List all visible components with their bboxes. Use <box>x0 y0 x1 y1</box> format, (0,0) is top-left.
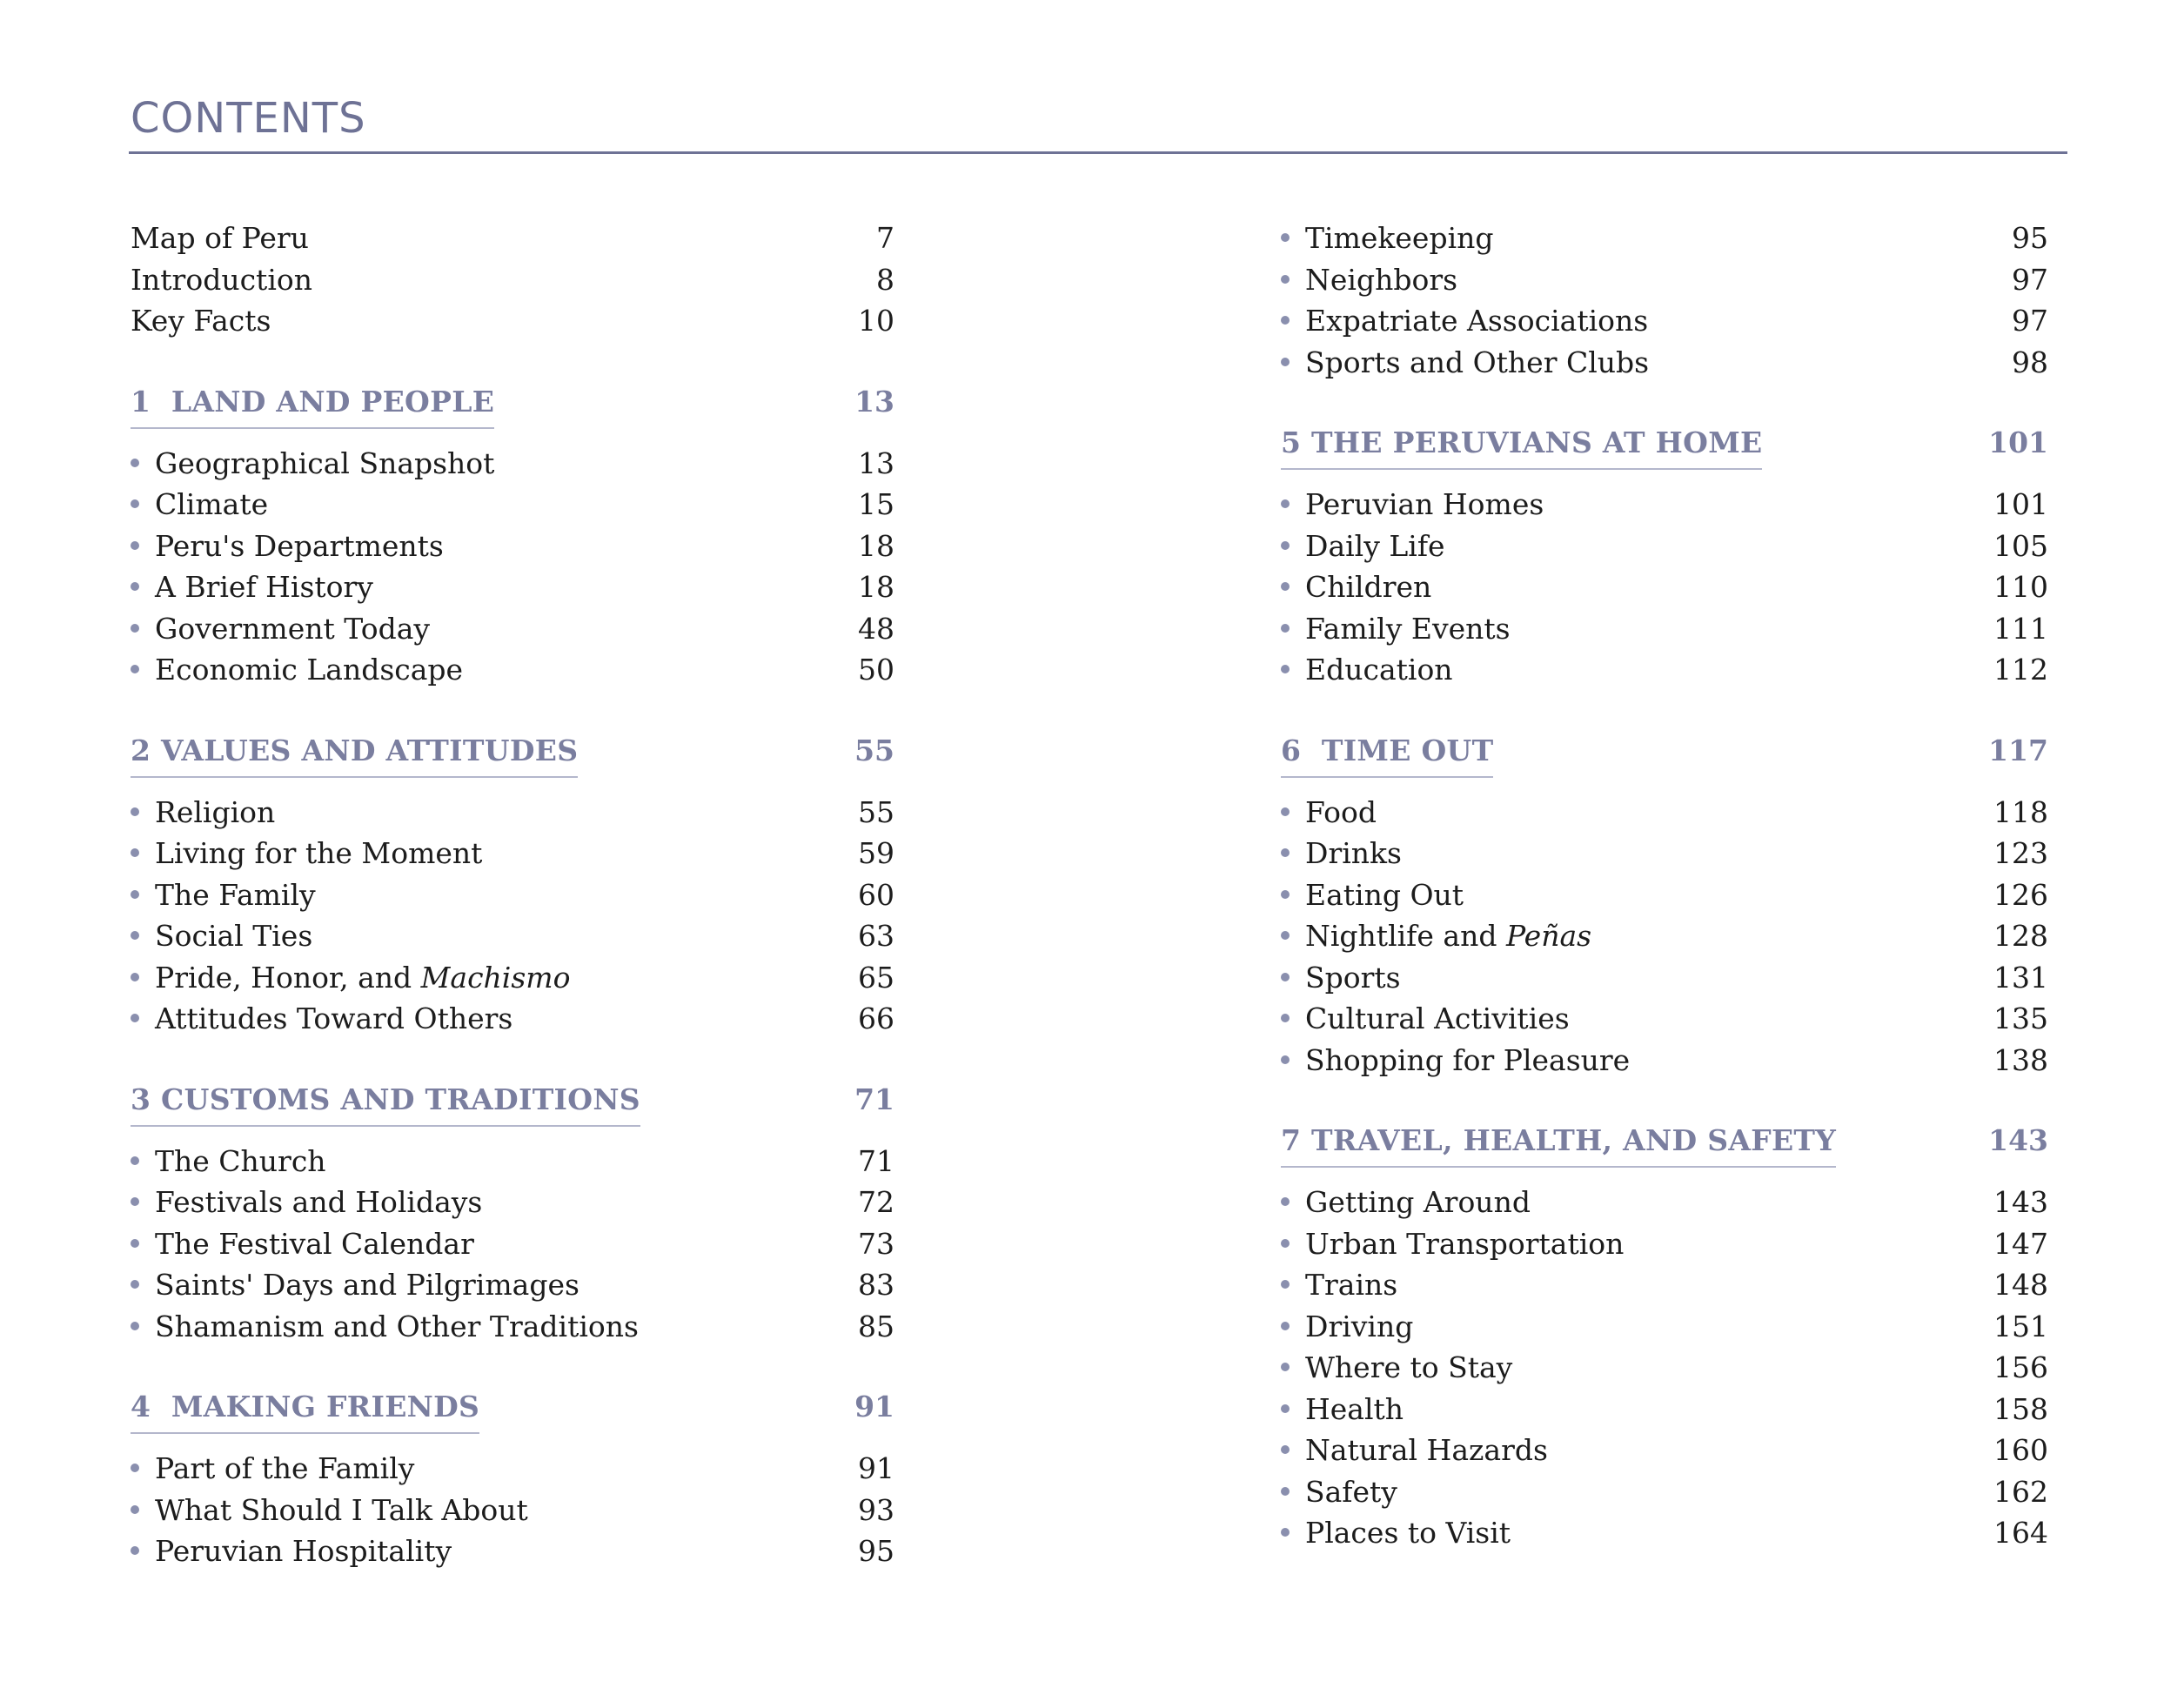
entry-title <box>131 526 444 567</box>
entry-page-number: 135 <box>1993 1001 2048 1035</box>
bullet-icon <box>1281 1445 1290 1454</box>
spacer <box>131 691 894 731</box>
entry-title-text: Trains <box>1305 1268 1398 1302</box>
bullet-icon <box>1281 973 1290 981</box>
entry-title-text: Shamanism and Other Traditions <box>155 1309 639 1343</box>
entry-title-text: Daily Life <box>1305 528 1445 563</box>
entry-title-text: Religion <box>155 794 276 829</box>
bullet-icon <box>131 1546 139 1555</box>
chapter-heading[interactable] <box>1281 731 2048 781</box>
entry-page-number: 10 <box>858 304 894 338</box>
toc-entry[interactable] <box>1281 342 2048 384</box>
entry-page-number: 97 <box>2012 304 2048 338</box>
spacer <box>131 342 894 382</box>
bullet-icon <box>131 1322 139 1330</box>
entry-title-text: Eating Out <box>1305 877 1464 912</box>
entry-title-text: A Brief History <box>155 570 373 604</box>
entry-title-text: The Church <box>155 1143 326 1178</box>
entry-page-number: 110 <box>1993 570 2048 604</box>
chapter-page-number: 71 <box>854 1082 894 1116</box>
toc-entry[interactable] <box>1281 259 2048 301</box>
entry-page-number: 158 <box>1993 1391 2048 1426</box>
entry-title <box>1281 792 1377 834</box>
entry-title-text: Urban Transportation <box>1305 1226 1625 1261</box>
entry-page-number: 148 <box>1993 1268 2048 1302</box>
bullet-icon <box>1281 275 1290 284</box>
entry-title <box>131 998 513 1040</box>
toc-entry[interactable] <box>131 957 894 999</box>
entry-title <box>131 874 316 916</box>
toc-entry[interactable] <box>1281 1306 2048 1348</box>
entry-title-text: Education <box>1305 653 1453 687</box>
entry-title-text: Festivals and Holidays <box>155 1185 483 1219</box>
entry-title-text: Drinks <box>1305 836 1402 870</box>
toc-entry[interactable] <box>131 915 894 957</box>
chapter-page-number: 117 <box>1988 733 2048 767</box>
entry-page-number: 71 <box>858 1143 894 1178</box>
chapter-page-number: 101 <box>1988 425 2048 459</box>
entry-title <box>1281 915 1591 957</box>
toc-entry[interactable] <box>131 608 894 650</box>
bullet-icon <box>131 582 139 591</box>
bullet-icon <box>131 1464 139 1472</box>
entry-page-number: 164 <box>1993 1516 2048 1550</box>
entry-page-number: 118 <box>1993 794 2048 829</box>
entry-title <box>1281 1347 1512 1389</box>
chapter-page-number: 55 <box>854 733 894 767</box>
spacer <box>1281 781 2048 792</box>
chapter-page-number: 13 <box>854 384 894 419</box>
chapter-title: 5 THE PERUVIANS AT HOME <box>1281 423 1762 470</box>
toc-entry[interactable] <box>131 998 894 1040</box>
entry-title <box>131 608 430 650</box>
bullet-icon <box>131 1280 139 1289</box>
entry-title <box>1281 342 1649 384</box>
entry-title-text: Government Today <box>155 611 431 646</box>
entry-title <box>1281 833 1402 874</box>
entry-title <box>131 1306 639 1348</box>
spacer <box>1281 383 2048 423</box>
bullet-icon <box>1281 1528 1290 1537</box>
bullet-icon <box>1281 931 1290 940</box>
bullet-icon <box>1281 890 1290 899</box>
entry-page-number: 143 <box>1993 1185 2048 1219</box>
chapter-heading[interactable] <box>131 382 894 432</box>
entry-page-number: 126 <box>1993 877 2048 912</box>
bullet-icon <box>1281 665 1290 673</box>
entry-page-number: 105 <box>1993 528 2048 563</box>
entry-page-number: 95 <box>2012 221 2048 255</box>
entry-title-text: Introduction <box>131 262 312 297</box>
entry-title-text: Peruvian Hospitality <box>155 1534 452 1568</box>
entry-title-text: The Festival Calendar <box>155 1226 474 1261</box>
entry-page-number: 73 <box>858 1226 894 1261</box>
chapter-heading[interactable] <box>131 1080 894 1130</box>
bullet-icon <box>131 1156 139 1165</box>
toc-entry[interactable] <box>131 874 894 916</box>
entry-page-number: 59 <box>858 836 894 870</box>
entry-page-number: 95 <box>858 1534 894 1568</box>
bullet-icon <box>1281 1363 1290 1371</box>
entry-title-text: Places to Visit <box>1305 1516 1511 1550</box>
bullet-icon <box>1281 848 1290 857</box>
entry-title-text: Social Ties <box>155 919 313 953</box>
bullet-icon <box>1281 1197 1290 1206</box>
entry-title <box>131 484 268 526</box>
toc-entry[interactable] <box>1281 608 2048 650</box>
entry-page-number: 160 <box>1993 1433 2048 1467</box>
entry-page-number: 85 <box>858 1309 894 1343</box>
entry-title <box>1281 259 1457 301</box>
entry-title <box>1281 484 1544 526</box>
entry-page-number: 72 <box>858 1185 894 1219</box>
entry-page-number: 66 <box>858 1001 894 1035</box>
entry-title <box>131 792 275 834</box>
chapter-title: 1 LAND AND PEOPLE <box>131 382 494 429</box>
entry-title-text: Food <box>1305 794 1377 829</box>
bullet-icon <box>131 624 139 633</box>
entry-page-number: 60 <box>858 877 894 912</box>
toc-front-entry[interactable] <box>131 300 894 342</box>
entry-title-text: What Should I Talk About <box>155 1492 528 1527</box>
entry-page-number: 162 <box>1993 1474 2048 1509</box>
toc-left-column <box>131 218 894 1572</box>
chapter-title: 7 TRAVEL, HEALTH, AND SAFETY <box>1281 1121 1836 1168</box>
entry-title-text: Attitudes Toward Others <box>155 1001 513 1035</box>
spacer <box>1281 1081 2048 1121</box>
entry-title <box>131 566 373 608</box>
entry-title <box>131 259 312 301</box>
entry-title-text: Map of Peru <box>131 221 309 255</box>
spacer <box>1281 473 2048 484</box>
toc-entry[interactable] <box>1281 1471 2048 1513</box>
entry-title <box>131 300 271 342</box>
chapter-title: 3 CUSTOMS AND TRADITIONS <box>131 1080 640 1127</box>
toc-entry[interactable] <box>1281 1389 2048 1430</box>
entry-title-text: Cultural Activities <box>1305 1001 1570 1035</box>
entry-title-text: Geographical Snapshot <box>155 445 495 480</box>
toc-entry[interactable] <box>131 484 894 526</box>
entry-page-number: 8 <box>876 262 894 297</box>
toc-entry[interactable] <box>1281 484 2048 526</box>
bullet-icon <box>131 807 139 816</box>
entry-title <box>1281 526 1445 567</box>
bullet-icon <box>1281 1280 1290 1289</box>
toc-entry[interactable] <box>131 1448 894 1490</box>
entry-title-text: Saints' Days and Pilgrimages <box>155 1268 579 1302</box>
entry-page-number: 91 <box>858 1451 894 1485</box>
toc-entry[interactable] <box>1281 1512 2048 1554</box>
toc-entry[interactable] <box>1281 1182 2048 1223</box>
toc-entry[interactable] <box>1281 218 2048 259</box>
spacer <box>131 432 894 443</box>
entry-title-text: Family Events <box>1305 611 1511 646</box>
entry-title-text: Pride, Honor, and <box>155 960 421 995</box>
bullet-icon <box>131 1239 139 1248</box>
entry-title-text: The Family <box>155 877 316 912</box>
entry-title-text: Getting Around <box>1305 1185 1531 1219</box>
toc-entry[interactable] <box>131 1264 894 1306</box>
bullet-icon <box>131 459 139 467</box>
bullet-icon <box>1281 1239 1290 1248</box>
toc-right-column <box>1281 218 2048 1554</box>
toc-entry[interactable] <box>1281 998 2048 1040</box>
entry-title <box>1281 649 1453 691</box>
entry-page-number: 131 <box>1993 960 2048 995</box>
bullet-icon <box>1281 499 1290 508</box>
toc-front-entry[interactable] <box>131 218 894 259</box>
entry-title <box>1281 1389 1404 1430</box>
chapter-title: 4 MAKING FRIENDS <box>131 1387 479 1434</box>
entry-title-text: Living for the Moment <box>155 836 483 870</box>
entry-title-text: Natural Hazards <box>1305 1433 1548 1467</box>
toc-entry[interactable] <box>131 649 894 691</box>
entry-title <box>131 915 312 957</box>
entry-title-italic: Peñas <box>1505 919 1592 953</box>
entry-page-number: 50 <box>858 653 894 687</box>
bullet-icon <box>131 1505 139 1514</box>
toc-entry[interactable] <box>1281 566 2048 608</box>
bullet-icon <box>1281 1487 1290 1496</box>
bullet-icon <box>1281 358 1290 366</box>
entry-title <box>131 833 482 874</box>
toc-entry[interactable] <box>1281 649 2048 691</box>
bullet-icon <box>131 890 139 899</box>
entry-page-number: 156 <box>1993 1350 2048 1384</box>
bullet-icon <box>131 848 139 857</box>
toc-entry[interactable] <box>1281 1223 2048 1265</box>
spacer <box>1281 691 2048 731</box>
entry-title <box>131 218 309 259</box>
toc-entry[interactable] <box>1281 300 2048 342</box>
toc-entry[interactable] <box>131 792 894 834</box>
entry-title <box>1281 957 1401 999</box>
bullet-icon <box>131 1197 139 1206</box>
entry-title-italic: Machismo <box>420 960 571 995</box>
entry-title <box>1281 1264 1397 1306</box>
entry-title <box>1281 874 1464 916</box>
bullet-icon <box>1281 1055 1290 1064</box>
bullet-icon <box>131 541 139 550</box>
chapter-heading[interactable] <box>1281 1121 2048 1171</box>
entry-title-text: Safety <box>1305 1474 1397 1509</box>
toc-entry[interactable] <box>131 1182 894 1223</box>
entry-title-text: Peru's Departments <box>155 528 444 563</box>
entry-title <box>131 1182 482 1223</box>
entry-page-number: 97 <box>2012 262 2048 297</box>
spacer <box>131 1130 894 1141</box>
chapter-title: 2 VALUES AND ATTITUDES <box>131 731 578 778</box>
bullet-icon <box>131 973 139 981</box>
spacer <box>131 781 894 792</box>
entry-title <box>131 1448 414 1490</box>
toc-entry[interactable] <box>131 1531 894 1572</box>
entry-page-number: 123 <box>1993 836 2048 870</box>
toc-entry[interactable] <box>1281 1040 2048 1082</box>
entry-title <box>131 649 463 691</box>
entry-page-number: 65 <box>858 960 894 995</box>
entry-title <box>1281 1306 1413 1348</box>
entry-title <box>1281 1223 1624 1265</box>
entry-page-number: 151 <box>1993 1309 2048 1343</box>
toc-entry[interactable] <box>1281 915 2048 957</box>
entry-title-text: Children <box>1305 570 1432 604</box>
entry-title <box>131 1264 579 1306</box>
entry-title <box>1281 566 1431 608</box>
entry-title <box>131 1223 474 1265</box>
entry-page-number: 15 <box>858 487 894 521</box>
entry-title-text: Sports <box>1305 960 1401 995</box>
chapter-heading[interactable] <box>131 731 894 781</box>
entry-page-number: 93 <box>858 1492 894 1527</box>
entry-title <box>1281 1182 1531 1223</box>
entry-page-number: 138 <box>1993 1042 2048 1077</box>
entry-title-text: Health <box>1305 1391 1404 1426</box>
toc-entry[interactable] <box>1281 833 2048 874</box>
chapter-heading[interactable] <box>131 1387 894 1437</box>
toc-entry[interactable] <box>131 526 894 567</box>
entry-title <box>131 443 494 485</box>
bullet-icon <box>1281 582 1290 591</box>
entry-page-number: 48 <box>858 611 894 646</box>
bullet-icon <box>1281 624 1290 633</box>
bullet-icon <box>131 665 139 673</box>
entry-title <box>1281 998 1570 1040</box>
toc-entry[interactable] <box>1281 1264 2048 1306</box>
toc-entry[interactable] <box>1281 792 2048 834</box>
entry-title-text: Sports and Other Clubs <box>1305 345 1650 379</box>
spacer <box>131 1347 894 1387</box>
entry-title <box>131 1141 326 1182</box>
entry-title <box>1281 608 1511 650</box>
toc-entry[interactable] <box>131 1141 894 1182</box>
entry-title <box>1281 1471 1397 1513</box>
chapter-page-number: 91 <box>854 1390 894 1423</box>
entry-page-number: 18 <box>858 570 894 604</box>
entry-title <box>1281 1040 1630 1082</box>
toc-entry[interactable] <box>131 1490 894 1531</box>
entry-title <box>131 1531 452 1572</box>
toc-entry[interactable] <box>1281 874 2048 916</box>
entry-title-text: Neighbors <box>1305 262 1458 297</box>
entry-page-number: 112 <box>1993 653 2048 687</box>
entry-title-text: Where to Stay <box>1305 1350 1513 1384</box>
bullet-icon <box>131 1014 139 1022</box>
entry-page-number: 18 <box>858 528 894 563</box>
chapter-title: 6 TIME OUT <box>1281 731 1493 778</box>
entry-title-text: Key Facts <box>131 304 271 338</box>
toc-front-entry[interactable] <box>131 259 894 301</box>
entry-page-number: 147 <box>1993 1226 2048 1261</box>
entry-page-number: 55 <box>858 794 894 829</box>
entry-title-text: Driving <box>1305 1309 1414 1343</box>
entry-title-text: Economic Landscape <box>155 653 464 687</box>
toc-entry[interactable] <box>1281 1430 2048 1471</box>
entry-title <box>1281 1512 1511 1554</box>
entry-title-text: Climate <box>155 487 269 521</box>
spacer <box>131 1437 894 1448</box>
entry-title-text: Peruvian Homes <box>1305 487 1544 521</box>
toc-entry[interactable] <box>131 1306 894 1348</box>
entry-page-number: 101 <box>1993 487 2048 521</box>
entry-page-number: 63 <box>858 919 894 953</box>
entry-page-number: 128 <box>1993 919 2048 953</box>
entry-title <box>131 957 570 999</box>
entry-title-text: Nightlife and <box>1305 919 1506 953</box>
bullet-icon <box>1281 1322 1290 1330</box>
bullet-icon <box>131 499 139 508</box>
bullet-icon <box>1281 1014 1290 1022</box>
chapter-page-number: 143 <box>1988 1123 2048 1157</box>
spacer <box>131 1040 894 1080</box>
bullet-icon <box>1281 541 1290 550</box>
bullet-icon <box>1281 807 1290 816</box>
entry-title-text: Part of the Family <box>155 1451 415 1485</box>
page-title: CONTENTS <box>131 94 366 143</box>
toc-entry[interactable] <box>131 443 894 485</box>
toc-entry[interactable] <box>131 1223 894 1265</box>
bullet-icon <box>1281 316 1290 325</box>
bullet-icon <box>131 931 139 940</box>
title-divider <box>129 151 2067 154</box>
entry-title-text: Timekeeping <box>1305 221 1494 255</box>
entry-title-text: Shopping for Pleasure <box>1305 1042 1631 1077</box>
bullet-icon <box>1281 1404 1290 1413</box>
chapter-heading[interactable] <box>1281 423 2048 473</box>
entry-title <box>1281 300 1648 342</box>
entry-page-number: 98 <box>2012 345 2048 379</box>
entry-title-text: Expatriate Associations <box>1305 304 1649 338</box>
entry-title <box>131 1490 528 1531</box>
entry-page-number: 13 <box>858 445 894 480</box>
toc-entry[interactable] <box>1281 957 2048 999</box>
entry-page-number: 111 <box>1993 611 2048 646</box>
toc-entry[interactable] <box>131 833 894 874</box>
entry-page-number: 83 <box>858 1268 894 1302</box>
toc-entry[interactable] <box>1281 526 2048 567</box>
toc-entry[interactable] <box>131 566 894 608</box>
bullet-icon <box>1281 233 1290 242</box>
entry-title <box>1281 218 1494 259</box>
entry-title <box>1281 1430 1548 1471</box>
toc-entry[interactable] <box>1281 1347 2048 1389</box>
spacer <box>1281 1171 2048 1182</box>
entry-page-number: 7 <box>876 221 894 255</box>
